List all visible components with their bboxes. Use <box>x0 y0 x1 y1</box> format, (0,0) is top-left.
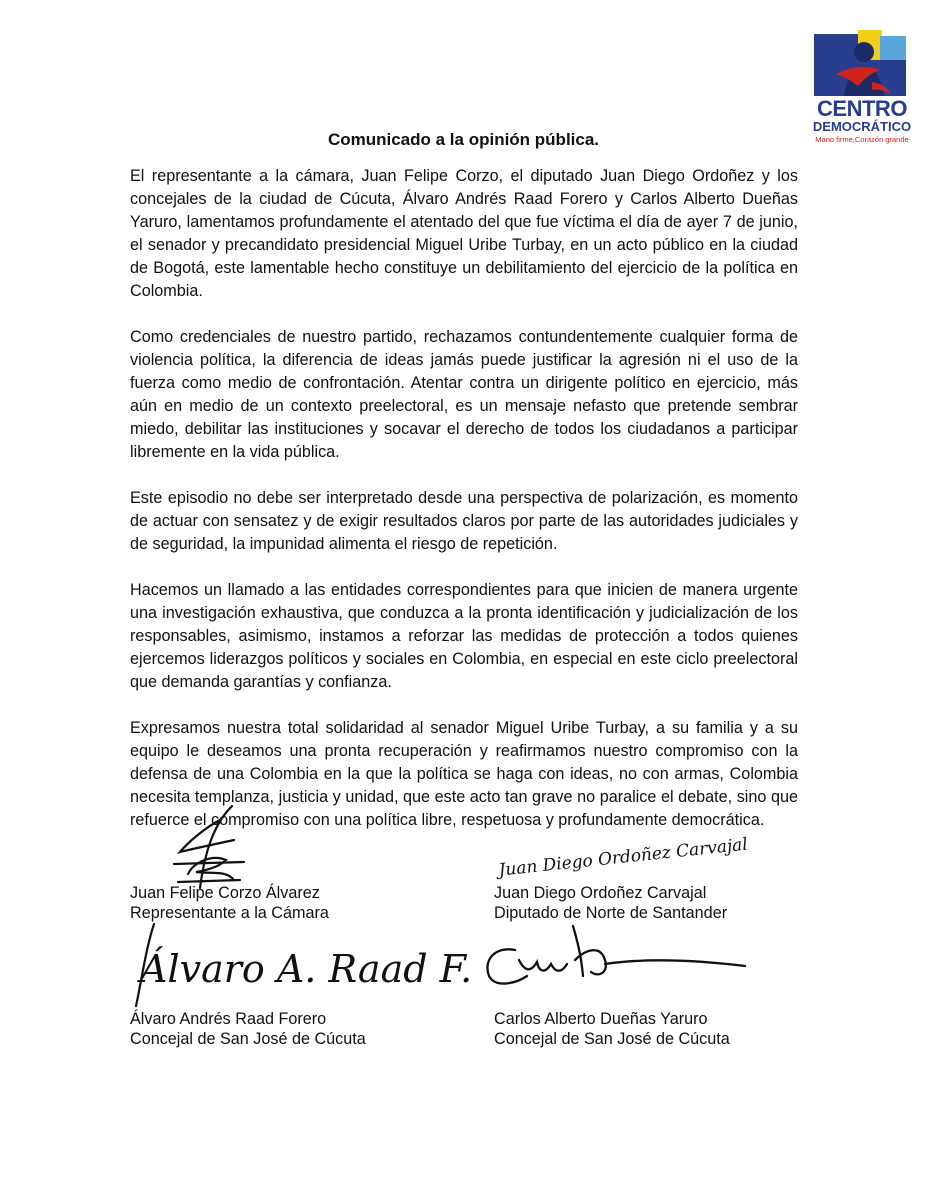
signature-duenas <box>475 920 765 1000</box>
document-title: Comunicado a la opinión pública. <box>327 130 600 149</box>
svg-text:Juan Diego Ordoñez Carvajal: Juan Diego Ordoñez Carvajal <box>497 834 749 881</box>
signatory-role: Concejal de San José de Cúcuta <box>130 1030 366 1048</box>
signatory-name: Carlos Alberto Dueñas Yaruro <box>494 1010 708 1028</box>
logo-word-democratico: DEMOCRÁTICO <box>812 119 912 134</box>
signatory-raad <box>130 1009 366 1049</box>
paragraph-5: Expresamos nuestra total solidaridad al senador Miguel Uribe Turbay, a su familia y a su equipo le deseamos una pronta recuperación y reafirmamos nuestro compromiso con la defensa de una Colombia en la que la política se haga con ideas, no con armas, Colombia necesita templanza, justicia y unidad, que este acto tan grave no paralice el debate, sino que refuerce el compromiso con una política libre, respetuosa y profundamente democrática. <box>130 719 798 829</box>
paragraph-4: Hacemos un llamado a las entidades correspondientes para que inicien de manera urgente una investigación exhaustiva, que conduzca a la pronta identificación y judicialización de los responsables, asimismo, instamos a reforzar las medidas de protección a todos quienes ejercemos liderazgos políticos y sociales en Colombia, en especial en este ciclo preelectoral que demanda garantías y confianza. <box>130 581 798 691</box>
signatory-name: Juan Diego Ordoñez Carvajal <box>494 884 707 902</box>
signatory-name: Juan Felipe Corzo Álvarez <box>130 884 320 902</box>
signatory-role: Diputado de Norte de Santander <box>494 904 728 922</box>
logo-slogan: Mano firme,Corazón grande <box>815 135 909 144</box>
signatory-ordonez <box>494 883 727 923</box>
signature-raad <box>120 918 473 1013</box>
signatory-role: Representante a la Cámara <box>130 904 329 922</box>
signatory-duenas <box>494 1009 730 1049</box>
signatory-name: Álvaro Andrés Raad Forero <box>130 1010 327 1028</box>
paragraph-2: Como credenciales de nuestro partido, rechazamos contundentemente cualquier forma de violencia política, la diferencia de ideas jamás puede justificar la agresión ni el uso de la fuerza como medio de confrontación. Atentar contra un dirigente político en ejercicio, más aún en medio de un contexto preelectoral, es un mensaje nefasto que pretende sembrar miedo, debilitar las instituciones y socavar el derecho de todos los ciudadanos a participar libremente en la vida pública. <box>130 328 798 461</box>
signatory-corzo <box>130 883 329 923</box>
paragraph-1: El representante a la cámara, Juan Felipe Corzo, el diputado Juan Diego Ordoñez y los concejales de la ciudad de Cúcuta, Álvaro Andrés Raad Forero y Carlos Alberto Dueñas Yaruro, lamentamos profundamente el atentado del que fue víctima el día de ayer 7 de junio, el senador y precandidato presidencial Miguel Uribe Turbay, en un acto público en la ciudad de Bogotá, este lamentable hecho constituye un debilitamiento del ejercicio de la política en Colombia. <box>130 167 798 300</box>
paragraph-3: Este episodio no debe ser interpretado desde una perspectiva de polarización, es momento de actuar con sensatez y de exigir resultados claros por parte de las autoridades judiciales y de seguridad, la impunidad alimenta el riesgo de repetición. <box>130 489 798 553</box>
party-emblem-icon <box>814 28 910 100</box>
svg-text:Álvaro A. Raad F.: Álvaro A. Raad F. <box>140 947 473 991</box>
signature-ordonez <box>490 818 750 888</box>
document-body <box>130 165 798 855</box>
logo-word-centro: CENTRO <box>817 96 907 121</box>
signature-corzo <box>160 800 270 895</box>
signatory-role: Concejal de San José de Cúcuta <box>494 1030 730 1048</box>
